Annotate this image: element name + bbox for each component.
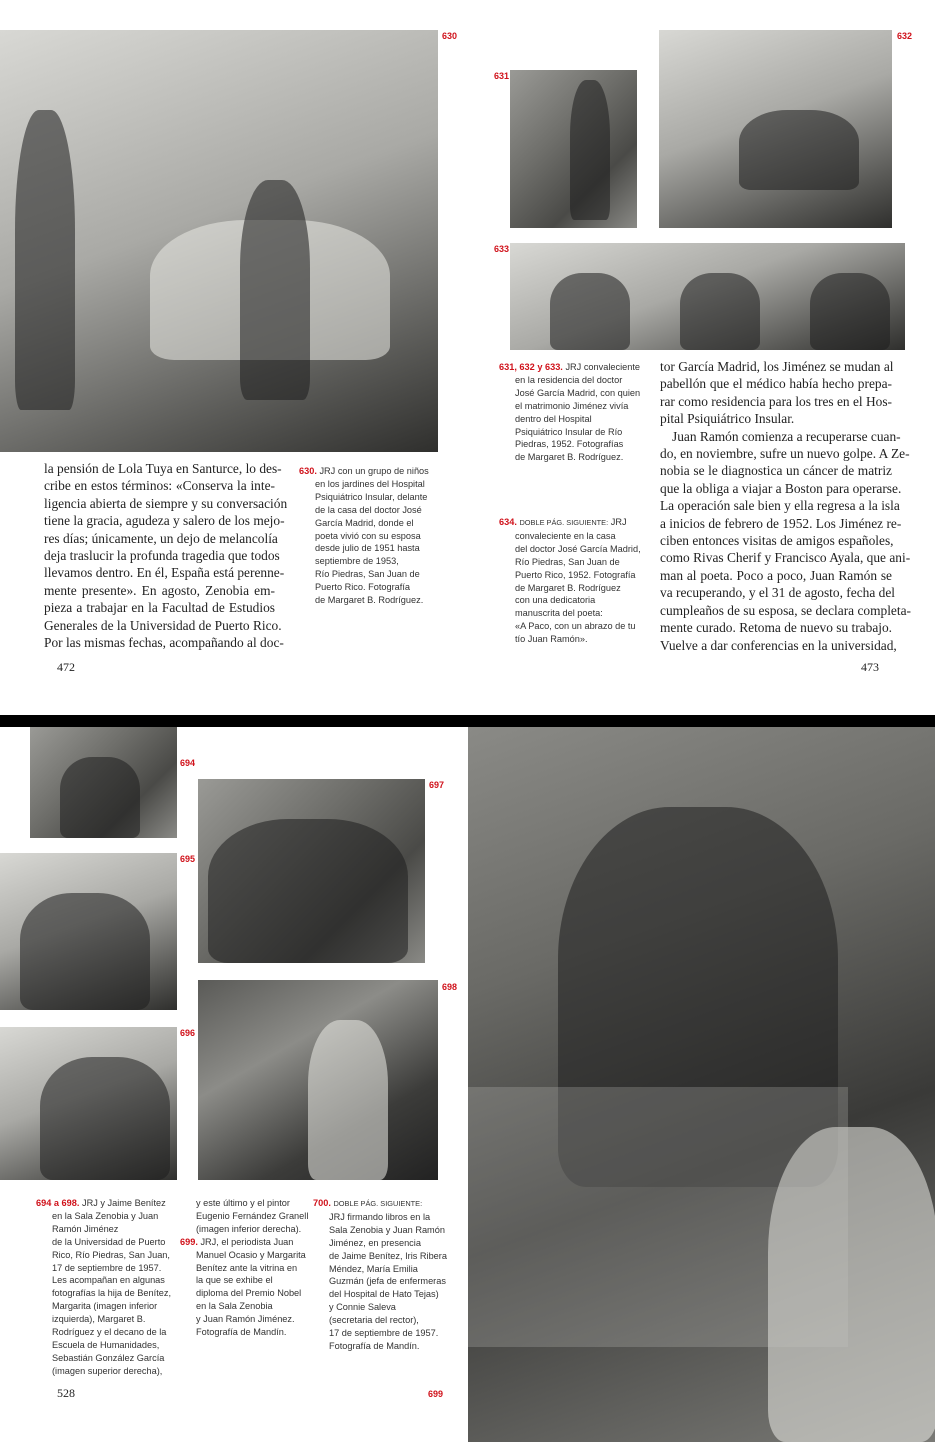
caption-694-698 xyxy=(36,1197,171,1378)
caption-line: poeta vivió con su esposa xyxy=(315,530,421,541)
body-line: La operación sale bien y ella regresa a la isla xyxy=(660,498,900,514)
page-number-528: 528 xyxy=(57,1386,75,1400)
caption-line: (imagen superior derecha), xyxy=(52,1365,163,1376)
body-text-473 xyxy=(660,358,911,654)
body-line: la pensión de Lola Tuya en Santurce, lo des- xyxy=(44,461,282,476)
caption-line: Fotografía de Mandín. xyxy=(329,1340,420,1351)
caption-number: 634. xyxy=(499,517,517,527)
caption-line: de Jaime Benítez, Iris Ribera xyxy=(329,1250,447,1261)
caption-line: Sala Zenobia y Juan Ramón xyxy=(329,1224,445,1235)
body-line: ligencia abierta de siempre y su conversación xyxy=(44,495,288,511)
photo-695 xyxy=(0,853,177,1010)
caption-line: la que se exhibe el xyxy=(196,1275,273,1286)
caption-line: Manuel Ocasio y Margarita xyxy=(196,1249,306,1260)
photo-number-630: 630 xyxy=(442,31,458,41)
body-line: man al poeta. Poco a poco, Juan Ramón se xyxy=(660,567,892,583)
caption-line: Fotografía de Mandín. xyxy=(196,1327,287,1338)
caption-line: de Margaret B. Rodríguez xyxy=(515,582,621,593)
caption-line: Psiquiátrico Insular, delante xyxy=(315,491,428,502)
caption-line: Puerto Rico. Fotografía xyxy=(315,582,410,593)
body-line: llevamos dentro. En él, España está perenne- xyxy=(44,565,285,581)
caption-line: Guzmán (jefa de enfermeras xyxy=(329,1276,446,1287)
photo-700 xyxy=(468,727,935,1442)
body-line: mente curado. Retoma de nuevo su trabajo. xyxy=(660,620,893,636)
spread-divider xyxy=(0,715,935,727)
caption-line: Escuela de Humanidades, xyxy=(52,1339,160,1350)
caption-line: del doctor José García Madrid, xyxy=(515,543,641,554)
body-line: mente presente». En agosto, Zenobia em- xyxy=(44,582,275,598)
caption-line: y Connie Saleva xyxy=(329,1302,396,1313)
photo-number-631: 631 xyxy=(494,71,510,81)
photo-697 xyxy=(198,779,425,963)
body-line: tor García Madrid, los Jiménez se mudan al xyxy=(660,359,894,374)
caption-line: de Margaret B. Rodríguez. xyxy=(315,595,424,606)
caption-700 xyxy=(313,1197,447,1353)
caption-line: desde julio de 1951 hasta xyxy=(315,543,420,554)
caption-number: 700. xyxy=(313,1198,331,1208)
caption-line: Río Piedras, San Juan de xyxy=(515,556,620,567)
body-line: como Rivas Cherif y Francisco Ayala, que ani- xyxy=(660,550,911,566)
photo-630 xyxy=(0,30,438,452)
caption-line: dentro del Hospital xyxy=(515,413,592,424)
caption-line: Sebastián González García xyxy=(52,1352,165,1363)
caption-line: de Margaret B. Rodríguez. xyxy=(515,452,624,463)
caption-line: Margarita (imagen inferior xyxy=(52,1301,158,1312)
photo-633 xyxy=(510,243,905,350)
caption-line: en la residencia del doctor xyxy=(515,374,623,385)
body-line: nobia se le diagnostica un cáncer de matriz xyxy=(660,463,892,479)
caption-first-line xyxy=(180,1236,308,1249)
caption-line: del Hospital de Hato Tejas) xyxy=(329,1289,439,1300)
photo-631 xyxy=(510,70,637,228)
caption-line: José García Madrid, con quien xyxy=(515,387,641,398)
body-line: Juan Ramón comienza a recuperarse cuan- xyxy=(672,428,901,444)
caption-line: en los jardines del Hospital xyxy=(315,478,425,489)
photo-number-633: 633 xyxy=(494,244,510,254)
caption-line: en la Sala Zenobia y Juan xyxy=(52,1210,159,1221)
caption-line: JRJ firmando libros en la xyxy=(329,1211,431,1222)
caption-line: «A Paco, con un abrazo de tu xyxy=(515,621,636,632)
caption-line: el matrimonio Jiménez vivía xyxy=(515,400,629,411)
caption-line: Psiquiátrico Insular de Río xyxy=(515,426,623,437)
caption-634 xyxy=(499,516,641,646)
caption-line: Les acompañan en algunas xyxy=(52,1275,165,1286)
photo-number-696: 696 xyxy=(180,1028,196,1038)
caption-first-line xyxy=(499,361,640,374)
caption-line: Ramón Jiménez xyxy=(52,1223,119,1234)
caption-number: 631, 632 y 633. xyxy=(499,362,563,372)
photo-694 xyxy=(30,727,177,838)
caption-line: Benítez ante la vitrina en xyxy=(196,1262,298,1273)
photo-number-697: 697 xyxy=(429,780,445,790)
body-line: cumpleaños de su esposa, se declara completa- xyxy=(660,602,911,618)
caption-line: Rodríguez y el decano de la xyxy=(52,1327,167,1338)
caption-line: fotografías la hija de Benítez, xyxy=(52,1288,172,1299)
photo-696 xyxy=(0,1027,177,1180)
page-number-473: 473 xyxy=(861,660,879,674)
caption-line: en la Sala Zenobia xyxy=(196,1301,273,1312)
caption-first-line xyxy=(313,1197,447,1211)
photo-number-694: 694 xyxy=(180,758,196,768)
body-line: ciben entonces visitas de amigos españoles, xyxy=(660,533,894,549)
caption-line: Río Piedras, San Juan de xyxy=(315,569,420,580)
body-line: a inicios de febrero de 1952. Los Jiménez re- xyxy=(660,515,902,531)
caption-number: 699. xyxy=(180,1236,198,1247)
caption-prefix: DOBLE PÁG. SIGUIENTE: xyxy=(333,1199,423,1208)
caption-line: de la Universidad de Puerto xyxy=(52,1236,166,1247)
caption-number: 694 a 698. xyxy=(36,1198,80,1208)
page-number-699: 699 xyxy=(428,1389,444,1399)
caption-first-line xyxy=(36,1197,171,1210)
body-line: pieza a trabajar en la Facultad de Estudios xyxy=(44,600,275,616)
body-line: Vuelve a dar conferencias en la universidad, xyxy=(660,637,897,653)
caption-line: tío Juan Ramón». xyxy=(515,634,588,645)
caption-line: JRJ, el periodista Juan xyxy=(200,1236,294,1247)
body-line: Por las mismas fechas, acompañando al doc- xyxy=(44,635,284,651)
caption-line: JRJ xyxy=(610,517,627,527)
body-line: rar como residencia para los tres en el Hos- xyxy=(660,393,893,409)
caption-line: Puerto Rico, 1952. Fotografía xyxy=(515,569,636,580)
caption-line: Rico, Río Piedras, San Juan, xyxy=(52,1249,170,1260)
caption-line: de la casa del doctor José xyxy=(315,504,422,515)
caption-line: Piedras, 1952. Fotografías xyxy=(515,439,624,450)
body-line: pital Psiquiátrico Insular. xyxy=(660,411,795,427)
photo-number-632: 632 xyxy=(897,31,913,41)
caption-line: 17 de septiembre de 1957. xyxy=(52,1262,162,1273)
caption-line: 17 de septiembre de 1957. xyxy=(329,1328,439,1339)
caption-line: JRJ y Jaime Benítez xyxy=(82,1198,166,1208)
caption-line: Méndez, María Emilia xyxy=(329,1263,418,1274)
caption-line: (imagen inferior derecha). xyxy=(196,1223,302,1234)
caption-line: JRJ convaleciente xyxy=(565,362,640,372)
caption-line: Eugenio Fernández Granell xyxy=(196,1210,309,1221)
caption-first-line xyxy=(299,465,429,478)
photo-632 xyxy=(659,30,892,228)
caption-694-698-continued-and-699 xyxy=(180,1197,308,1339)
body-line: do, en noviembre, sufre un nuevo golpe. A Ze- xyxy=(660,446,910,462)
caption-line: y este último y el pintor xyxy=(196,1198,290,1208)
body-line: pabellón que el médico había hecho prepa- xyxy=(660,376,892,392)
body-line: deja traslucir la profunda tragedia que todos xyxy=(44,548,280,564)
caption-line: y Juan Ramón Jiménez. xyxy=(196,1314,295,1325)
photo-698 xyxy=(198,980,438,1180)
caption-line: Jiménez, en presencia xyxy=(329,1237,421,1248)
caption-line: diploma del Premio Nobel xyxy=(196,1288,302,1299)
caption-line: JRJ con un grupo de niños xyxy=(319,466,429,476)
photo-number-698: 698 xyxy=(442,982,458,992)
caption-line: con una dedicatoria xyxy=(515,595,596,606)
caption-630 xyxy=(299,465,429,607)
caption-line: García Madrid, donde el xyxy=(315,517,414,528)
caption-line: convaleciente en la casa xyxy=(515,530,616,541)
caption-first-line xyxy=(499,516,641,530)
caption-line: (secretaria del rector), xyxy=(329,1315,419,1326)
page-number-472: 472 xyxy=(57,660,75,674)
body-line: cribe en estos términos: «Conserva la inte- xyxy=(44,478,275,494)
body-text-472 xyxy=(44,460,288,651)
caption-prefix: DOBLE PÁG. SIGUIENTE: xyxy=(519,518,609,527)
caption-631-633 xyxy=(499,361,640,464)
body-line: tiene la gracia, agudeza y salero de los mejo- xyxy=(44,513,285,529)
caption-number: 630. xyxy=(299,466,317,476)
photo-number-695: 695 xyxy=(180,854,196,864)
body-line: que la obliga a viajar a Boston para operarse. xyxy=(660,480,902,496)
body-line: res días; únicamente, un dejo de melancolía xyxy=(44,530,278,546)
caption-line: manuscrita del poeta: xyxy=(515,608,603,619)
caption-line: izquierda), Margaret B. xyxy=(52,1314,146,1325)
caption-line: septiembre de 1953, xyxy=(315,556,399,567)
body-line: Generales de la Universidad de Puerto Rico. xyxy=(44,617,282,633)
body-line: va recuperando, y el 31 de agosto, fecha del xyxy=(660,585,895,601)
